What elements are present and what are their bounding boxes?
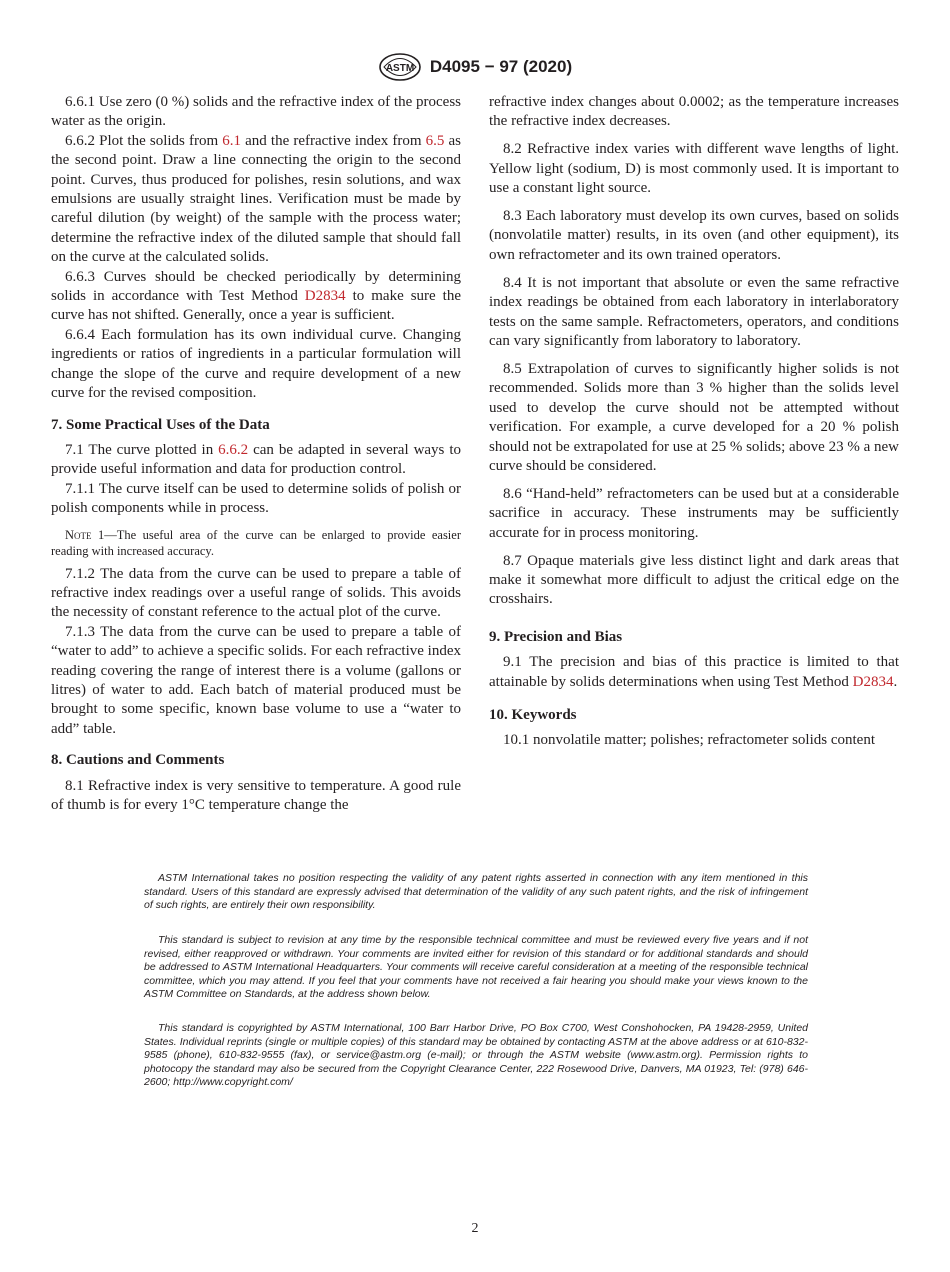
- ref-link-6-5[interactable]: 6.5: [425, 132, 445, 149]
- paragraph-6-6-2: 6.6.2 Plot the solids from 6.1 and the refractive index from 6.5 as the second point. Draw a line connecting the origin to the second point. Curves, thus produced for polishes, resin solutions, and wax emulsions are usually straight lines. Verification must be made by careful dilution (by weight) of the sample with the process water; determine the refractive index of the diluted sample that should fall on the curve at the calculated solids.: [51, 132, 462, 266]
- footer-revision-notice: This standard is subject to revision at any time by the responsible technical committee and must be reviewed every five years and if not revised, either reapproved or withdrawn. Your comments are invited either for revision of this standard or for additional standards and should be addressed to ASTM International Headquarters. Your comments will receive careful consideration at a meeting of the responsible technical committee, which you may attend. If you feel that your comments have not received a fair hearing you should make your views known to the ASTM Committee on Standards, at the address shown below.: [144, 934, 808, 1001]
- paragraph-8-6: 8.6 “Hand-held” refractometers can be used but at a considerable sacrifice in accuracy. These instruments may be sufficiently accurate for in process monitoring.: [489, 485, 899, 541]
- paragraph-8-2: 8.2 Refractive index varies with different wave lengths of light. Yellow light (sodium, D) is most commonly used. It is important to use a constant light source.: [489, 141, 899, 197]
- paragraph-8-1-continued: refractive index changes about 0.0002; as the temperature increases the refractive index decreases.: [489, 94, 899, 130]
- footer-patent-notice: ASTM International takes no position respecting the validity of any patent rights asserted in connection with any item mentioned in this standard. Users of this standard are expressly advised that determination of the validity of any such patent rights, and the risk of infringement of such rights, are entirely their own responsibility.: [144, 872, 808, 912]
- paragraph-6-6-4: 6.6.4 Each formulation has its own individual curve. Changing ingredients or ratios of ingredients in a particular formulation will change the slope of the curve and require development of a new curve for the revised composition.: [51, 326, 461, 402]
- paragraph-6-6-3: 6.6.3 Curves should be checked periodically by determining solids in accordance with Test Method D2834 to make sure the curve has not shifted. Generally, once a year is sufficient.: [51, 268, 461, 324]
- page-number: 2: [471, 1221, 479, 1236]
- ref-link-6-6-2[interactable]: 6.6.2: [218, 441, 249, 458]
- left-column: [51, 93, 461, 815]
- paragraph-10-1: 10.1 nonvolatile matter; polishes; refractometer solids content: [503, 732, 875, 749]
- note-1: Note 1—The useful area of the curve can be enlarged to provide easier reading with increased accuracy.: [51, 527, 461, 558]
- page-header: [0, 52, 950, 82]
- paragraph-7-1-2: 7.1.2 The data from the curve can be used to prepare a table of refractive index readings over a useful range of solids. This avoids the necessity of constant reference to the actual plot of the curve.: [51, 565, 461, 621]
- paragraph-7-1: 7.1 The curve plotted in 6.6.2 can be adapted in several ways to provide useful information and data for production control.: [51, 441, 462, 478]
- section-heading-7: 7. Some Practical Uses of the Data: [51, 416, 270, 433]
- note-label: Note 1: [65, 527, 105, 542]
- paragraph-8-3: 8.3 Each laboratory must develop its own curves, based on solids (nonvolatile matter) results, in its oven (and other equipment), its own refractometer and its own trained operators.: [489, 208, 899, 263]
- footer-copyright-notice: This standard is copyrighted by ASTM International, 100 Barr Harbor Drive, PO Box C700, West Conshohocken, PA 19428-2959, United States. Individual reprints (single or multiple copies) of this standard may be obtained by contacting ASTM at the above address or at 610-832-9585 (phone), 610-832-9555 (fax), or service@astm.org (e-mail); or through the ASTM website (www.astm.org). Permission rights to photocopy the standard may also be secured from the Copyright Clearance Center, 222 Rosewood Drive, Danvers, MA 01923, Tel: (978) 646-2600; http://www.copyright.com/: [144, 1022, 808, 1089]
- paragraph-8-4: 8.4 It is not important that absolute or even the same refractive index readings be obtained from each laboratory in interlaboratory tests on the same sample. Refractometers, operators, and conditions can vary significantly from laboratory to laboratory.: [489, 274, 899, 349]
- paragraph-7-1-1: 7.1.1 The curve itself can be used to determine solids of polish or polish components while in process.: [51, 480, 461, 517]
- right-column: [489, 93, 899, 751]
- document-designation: D4095 − 97 (2020): [429, 57, 573, 76]
- paragraph-6-6-1: 6.6.1 Use zero (0 %) solids and the refractive index of the process water as the origin.: [51, 94, 461, 130]
- section-heading-8: 8. Cautions and Comments: [51, 752, 225, 769]
- paragraph-8-5: 8.5 Extrapolation of curves to significantly higher solids is not recommended. Solids more than 3 % higher than the solids level used to develop the curve should not be attempted without verification. For example, a curve developed for a 20 % polish should not be extrapolated for use at 25 % solids; above 23 % a new curve should be considered.: [489, 360, 899, 474]
- ref-link-6-1[interactable]: 6.1: [222, 132, 242, 149]
- paragraph-7-1-3: 7.1.3 The data from the curve can be used to prepare a table of “water to add” to achieve a specific solids. For each refractive index reading covering the range of interest there is a volume (gallons or litres) of water to add. Each batch of material produced must be brought to some specific, known base volume to use a “water to add” table.: [51, 623, 461, 737]
- astm-logo-icon: [378, 52, 422, 82]
- ref-link-d2834[interactable]: D2834: [304, 288, 346, 305]
- paragraph-8-1: 8.1 Refractive index is very sensitive to temperature. A good rule of thumb is for every 1°C temperature change the: [51, 777, 461, 813]
- ref-link-d2834-precision[interactable]: D2834: [852, 673, 894, 690]
- section-heading-10: 10. Keywords: [489, 706, 577, 723]
- section-heading-9: 9. Precision and Bias: [489, 628, 623, 645]
- svg-text:ASTM: ASTM: [385, 63, 415, 74]
- paragraph-9-1: 9.1 The precision and bias of this practice is limited to that attainable by solids determinations when using Test Method D2834.: [489, 654, 899, 690]
- paragraph-8-7: 8.7 Opaque materials give less distinct light and dark areas that make it somewhat more difficult to adjust the critical edge on the crosshairs.: [489, 552, 899, 608]
